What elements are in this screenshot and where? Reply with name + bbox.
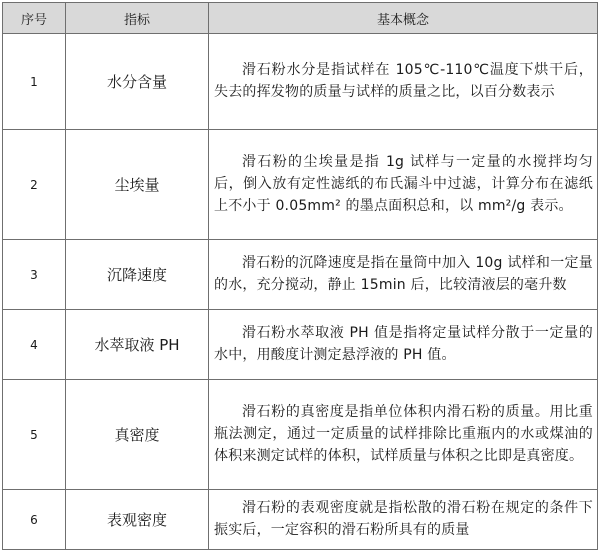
row-concept-text: 滑石粉的表观密度就是指松散的滑石粉在规定的条件下振实后，一定容积的滑石粉所具有的质量 — [214, 500, 593, 538]
row-index: 6 — [3, 490, 66, 550]
row-indicator: 真密度 — [66, 380, 209, 490]
row-index: 4 — [3, 310, 66, 380]
row-concept-text: 滑石粉的沉降速度是指在量筒中加入 10g 试样和一定量的水，充分搅动，静止 15min 后，比较清液层的毫升数 — [214, 255, 593, 293]
header-index: 序号 — [3, 3, 66, 34]
row-indicator: 水分含量 — [66, 34, 209, 130]
table-row — [3, 130, 598, 240]
row-concept — [209, 34, 598, 130]
table-row — [3, 380, 598, 490]
row-concept-text: 滑石粉水萃取液 PH 值是指将定量试样分散于一定量的水中，用酸度计测定悬浮液的 PH 值。 — [214, 325, 593, 363]
row-concept — [209, 240, 598, 310]
row-concept — [209, 490, 598, 550]
row-concept — [209, 130, 598, 240]
row-concept-text: 滑石粉的尘埃量是指 1g 试样与一定量的水搅拌均匀后，倒入放有定性滤纸的布氏漏斗中过滤，计算分布在滤纸上不小于 0.05mm² 的墨点面积总和，以 mm²/g 表示。 — [214, 154, 593, 214]
talc-powder-indicator-table — [2, 2, 598, 550]
header-concept: 基本概念 — [209, 3, 598, 34]
row-concept — [209, 380, 598, 490]
row-indicator: 尘埃量 — [66, 130, 209, 240]
table-header-row — [3, 3, 598, 34]
row-index: 2 — [3, 130, 66, 240]
row-concept-text: 滑石粉的真密度是指单位体积内滑石粉的质量。用比重瓶法测定，通过一定质量的试样排除比重瓶内的水或煤油的体积来测定试样的体积，试样质量与体积之比即是真密度。 — [214, 404, 593, 464]
row-concept — [209, 310, 598, 380]
table-row — [3, 34, 598, 130]
row-indicator: 水萃取液 PH — [66, 310, 209, 380]
row-indicator: 表观密度 — [66, 490, 209, 550]
table-row — [3, 240, 598, 310]
row-index: 3 — [3, 240, 66, 310]
table-row — [3, 490, 598, 550]
row-index: 5 — [3, 380, 66, 490]
header-indicator: 指标 — [66, 3, 209, 34]
row-concept-text: 滑石粉水分是指试样在 105℃-110℃温度下烘干后，失去的挥发物的质量与试样的质量之比，以百分数表示 — [214, 62, 593, 100]
row-index: 1 — [3, 34, 66, 130]
table-row — [3, 310, 598, 380]
row-indicator: 沉降速度 — [66, 240, 209, 310]
